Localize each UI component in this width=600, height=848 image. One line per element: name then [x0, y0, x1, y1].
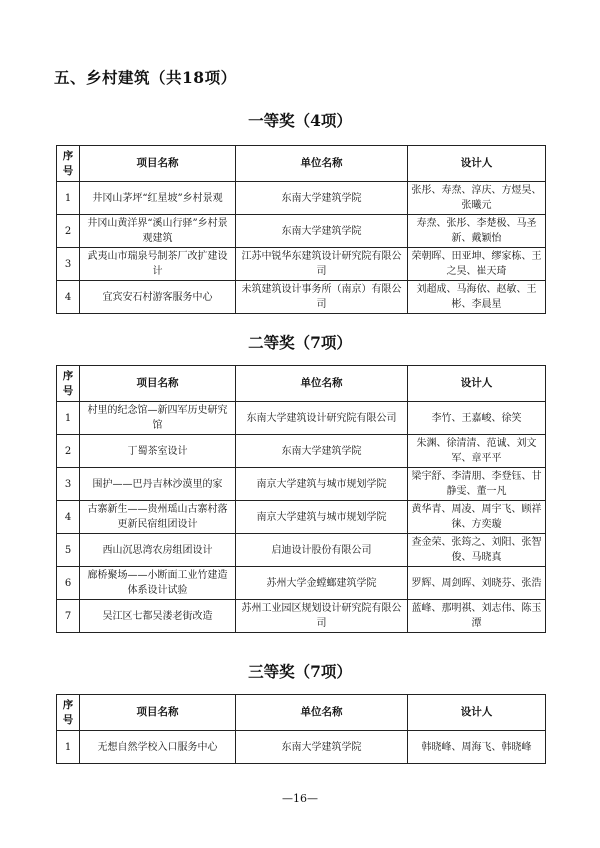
cell-designers: 李竹、王嘉峻、徐笑 — [408, 402, 546, 435]
header-no: 序号 — [57, 146, 80, 182]
cell-project: 武夷山市瑞泉号制茶厂改扩建设计 — [80, 248, 236, 281]
cell-no: 1 — [57, 731, 80, 764]
table-row — [57, 215, 546, 248]
cell-unit: 东南大学建筑学院 — [236, 731, 408, 764]
header-designers: 设计人 — [408, 366, 546, 402]
cell-designers: 韩晓峰、周海飞、韩晓峰 — [408, 731, 546, 764]
award-title-third: 三等奖（7项） — [248, 662, 352, 681]
cell-project: 古寨新生——贵州瑶山古寨村落更新民宿组团设计 — [80, 501, 236, 534]
header-unit: 单位名称 — [236, 695, 408, 731]
cell-unit: 南京大学建筑与城市规划学院 — [236, 501, 408, 534]
cell-designers: 查金荣、张筠之、刘阳、张智俊、马晓真 — [408, 534, 546, 567]
table-row — [57, 534, 546, 567]
cell-project: 井冈山茅坪“红星坡”乡村景观 — [80, 182, 236, 215]
page-number: —16— — [282, 792, 318, 805]
cell-unit: 苏州大学金螳螂建筑学院 — [236, 567, 408, 600]
cell-designers: 刘超成、马海依、赵敏、王彬、李晨星 — [408, 281, 546, 314]
cell-no: 5 — [57, 534, 80, 567]
cell-unit: 东南大学建筑学院 — [236, 435, 408, 468]
cell-project: 廊桥聚场——小断面工业竹建造体系设计试验 — [80, 567, 236, 600]
table-header-row — [57, 146, 546, 182]
cell-no: 7 — [57, 600, 80, 633]
table-row — [57, 501, 546, 534]
table-row — [57, 182, 546, 215]
header-unit: 单位名称 — [236, 366, 408, 402]
cell-no: 3 — [57, 248, 80, 281]
cell-designers: 张彤、寿焘、淳庆、方煜昊、张曦元 — [408, 182, 546, 215]
cell-designers: 蓝峰、那明祺、刘志伟、陈玉潭 — [408, 600, 546, 633]
cell-designers: 朱渊、徐清清、范诚、刘文军、章平平 — [408, 435, 546, 468]
cell-no: 4 — [57, 281, 80, 314]
cell-project: 村里的纪念馆—新四军历史研究馆 — [80, 402, 236, 435]
table-row — [57, 281, 546, 314]
table-header-row — [57, 366, 546, 402]
cell-unit: 未筑建筑设计事务所（南京）有限公司 — [236, 281, 408, 314]
cell-no: 2 — [57, 435, 80, 468]
table-row — [57, 468, 546, 501]
cell-project: 井冈山黄洋界“溪山行驿”乡村景观建筑 — [80, 215, 236, 248]
cell-designers: 罗辉、周剑晖、刘晓芬、张浩 — [408, 567, 546, 600]
header-designers: 设计人 — [408, 695, 546, 731]
header-no: 序号 — [57, 695, 80, 731]
cell-no: 1 — [57, 402, 80, 435]
table-row — [57, 248, 546, 281]
table-header-row — [57, 695, 546, 731]
cell-designers: 寿焘、张彤、李楚极、马圣新、戴颖怡 — [408, 215, 546, 248]
cell-unit: 江苏中锐华东建筑设计研究院有限公司 — [236, 248, 408, 281]
award-table-first — [56, 145, 546, 314]
award-title-first: 一等奖（4项） — [248, 111, 352, 130]
cell-unit: 东南大学建筑设计研究院有限公司 — [236, 402, 408, 435]
cell-project: 吴江区七都吴溇老街改造 — [80, 600, 236, 633]
cell-project: 围护——巴丹吉林沙漠里的家 — [80, 468, 236, 501]
cell-no: 2 — [57, 215, 80, 248]
header-no: 序号 — [57, 366, 80, 402]
cell-project: 宜宾安石村游客服务中心 — [80, 281, 236, 314]
cell-project: 丁蜀茶室设计 — [80, 435, 236, 468]
table-row — [57, 731, 546, 764]
cell-no: 4 — [57, 501, 80, 534]
cell-unit: 东南大学建筑学院 — [236, 215, 408, 248]
award-title-second: 二等奖（7项） — [248, 333, 352, 352]
cell-no: 3 — [57, 468, 80, 501]
cell-no: 1 — [57, 182, 80, 215]
header-designers: 设计人 — [408, 146, 546, 182]
cell-designers: 荣朝晖、田亚坤、缪家栋、王之昊、崔天琦 — [408, 248, 546, 281]
cell-designers: 黄华青、周凌、周宇飞、顾祥徕、方奕璇 — [408, 501, 546, 534]
table-row — [57, 402, 546, 435]
section-title: 五、乡村建筑（共18项） — [54, 68, 237, 87]
table-row — [57, 435, 546, 468]
header-project: 项目名称 — [80, 146, 236, 182]
header-project: 项目名称 — [80, 366, 236, 402]
table-row — [57, 567, 546, 600]
table-row — [57, 600, 546, 633]
cell-unit: 南京大学建筑与城市规划学院 — [236, 468, 408, 501]
cell-no: 6 — [57, 567, 80, 600]
cell-unit: 启迪设计股份有限公司 — [236, 534, 408, 567]
cell-project: 无想自然学校入口服务中心 — [80, 731, 236, 764]
award-table-third — [56, 694, 546, 764]
cell-project: 西山沉思湾农房组团设计 — [80, 534, 236, 567]
cell-unit: 苏州工业园区规划设计研究院有限公司 — [236, 600, 408, 633]
header-project: 项目名称 — [80, 695, 236, 731]
award-table-second — [56, 365, 546, 633]
cell-unit: 东南大学建筑学院 — [236, 182, 408, 215]
header-unit: 单位名称 — [236, 146, 408, 182]
cell-designers: 梁宇舒、李清朋、李登钰、甘静雯、董一凡 — [408, 468, 546, 501]
